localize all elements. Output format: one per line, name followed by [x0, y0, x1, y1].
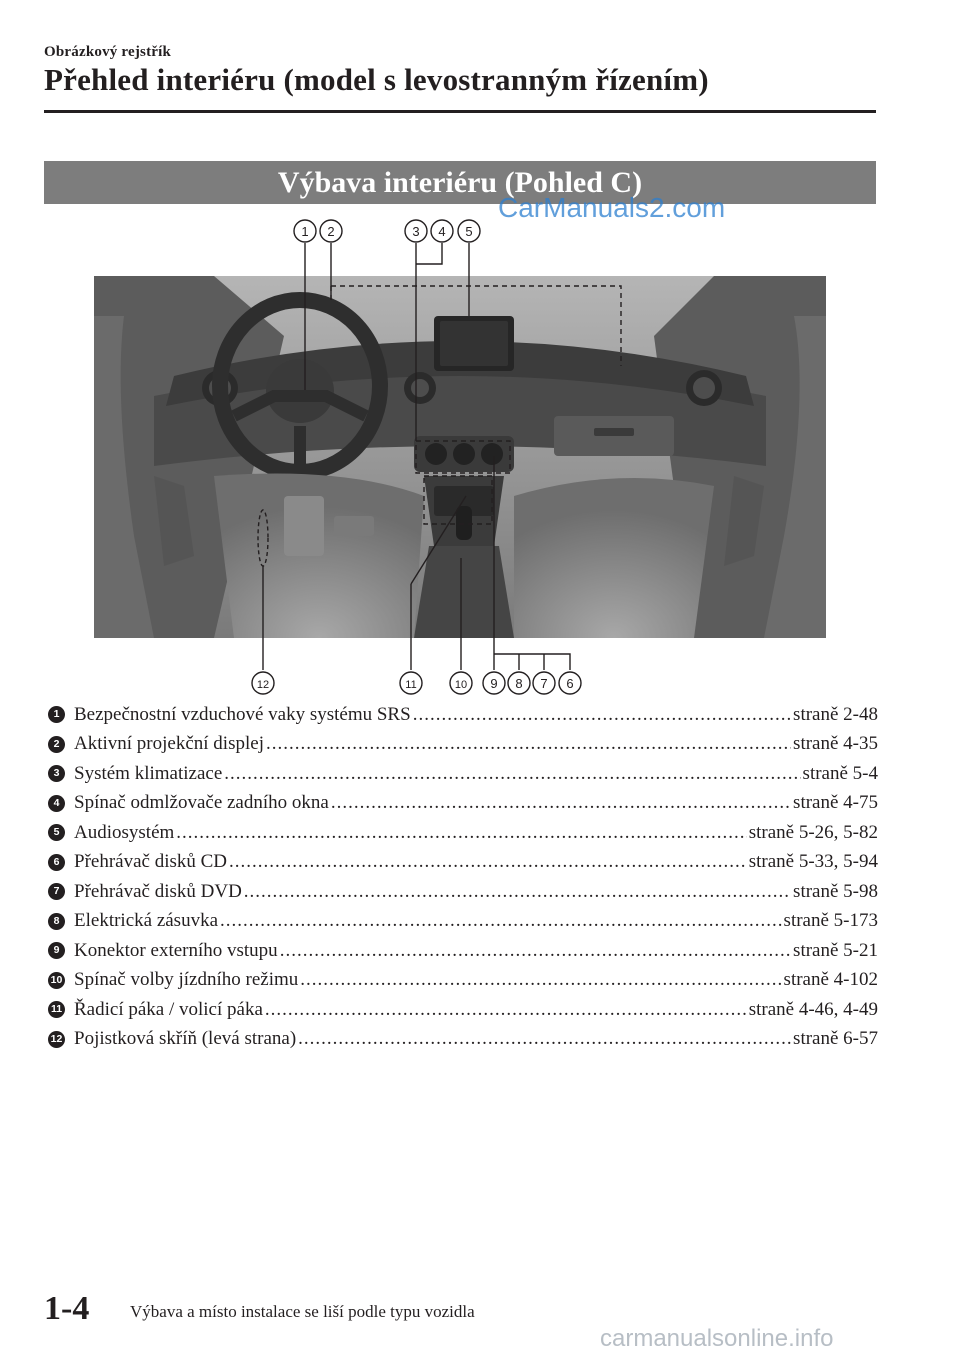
callout-marker: [252, 672, 274, 694]
callout-label: 3: [412, 224, 420, 239]
section-banner: Výbava interiéru (Pohled C): [44, 161, 876, 204]
legend-number: 2: [48, 736, 65, 753]
legend-page-ref: straně 6-57: [793, 1028, 878, 1050]
legend-page-ref: straně 5-173: [783, 910, 878, 932]
legend-number: 9: [48, 942, 65, 959]
legend-item: [48, 818, 878, 848]
dot-leader: [220, 910, 782, 932]
legend-item: [48, 936, 878, 966]
footer-note: Výbava a místo instalace se liší podle typu vozidla: [130, 1302, 475, 1321]
legend-label: Spínač odmlžovače zadního okna: [74, 792, 329, 814]
callout-label: 6: [566, 676, 574, 691]
watermark-top: CarManuals2.com: [498, 192, 726, 223]
dot-leader: [280, 940, 791, 962]
legend-page-ref: straně 4-35: [793, 733, 878, 755]
legend-item: [48, 848, 878, 878]
dot-leader: [244, 881, 791, 903]
legend-number: 7: [48, 883, 65, 900]
dot-leader: [266, 733, 791, 755]
legend-label: Řadicí páka / volicí páka: [74, 998, 263, 1020]
callout-marker: [400, 672, 422, 694]
legend-item: [48, 966, 878, 996]
legend-label: Aktivní projekční displej: [74, 733, 264, 755]
legend-list: [48, 700, 878, 1054]
callout-label: 11: [405, 679, 417, 691]
legend-label: Pojistková skříň (levá strana): [74, 1028, 297, 1050]
dot-leader: [224, 763, 800, 785]
legend-label: Audiosystém: [74, 821, 175, 843]
callout-label: 9: [490, 676, 498, 691]
legend-number: 10: [48, 972, 65, 989]
legend-number: 6: [48, 854, 65, 871]
callout-label: 4: [438, 224, 446, 239]
legend-number: 3: [48, 765, 65, 782]
section-label: Obrázkový rejstřík: [44, 44, 172, 60]
callout-label: 1: [301, 224, 309, 239]
legend-page-ref: straně 5-21: [793, 939, 878, 961]
dot-leader: [298, 1028, 791, 1050]
callout-overlay: [94, 216, 826, 700]
legend-label: Elektrická zásuvka: [74, 910, 219, 932]
legend-label: Spínač volby jízdního režimu: [74, 969, 299, 991]
callout-marker: [483, 672, 505, 694]
legend-page-ref: straně 4-102: [783, 969, 878, 991]
dot-leader: [265, 999, 747, 1021]
dot-leader: [300, 969, 781, 991]
callout-marker: [508, 672, 530, 694]
legend-page-ref: straně 5-4: [802, 762, 878, 784]
legend-label: Konektor externího vstupu: [74, 939, 278, 961]
callout-marker: [294, 220, 316, 242]
legend-label: Systém klimatizace: [74, 762, 223, 784]
legend-label: Přehrávač disků DVD: [74, 880, 242, 902]
page-number: 1-4: [44, 1290, 90, 1327]
legend-label: Bezpečnostní vzduchové vaky systému SRS: [74, 703, 411, 725]
callout-marker: [533, 672, 555, 694]
legend-item: [48, 1025, 878, 1055]
legend-item: [48, 700, 878, 730]
callout-marker: [320, 220, 342, 242]
legend-number: 4: [48, 795, 65, 812]
callout-label: 2: [327, 224, 335, 239]
legend-page-ref: straně 5-98: [793, 880, 878, 902]
legend-item: [48, 759, 878, 789]
legend-item: [48, 789, 878, 819]
callout-label: 12: [256, 679, 270, 691]
legend-number: 8: [48, 913, 65, 930]
legend-number: 1: [48, 706, 65, 723]
legend-item: [48, 877, 878, 907]
callout-marker: [458, 220, 480, 242]
legend-label: Přehrávač disků CD: [74, 851, 228, 873]
legend-item: [48, 907, 878, 937]
callout-label: 8: [515, 676, 523, 691]
dot-leader: [229, 851, 747, 873]
dot-leader: [176, 822, 746, 844]
legend-number: 5: [48, 824, 65, 841]
watermark-bottom: carmanualsonline.info: [600, 1325, 834, 1352]
legend-page-ref: straně 4-46, 4-49: [748, 998, 878, 1020]
legend-page-ref: straně 5-26, 5-82: [748, 821, 878, 843]
callout-marker: [405, 220, 427, 242]
callout-label: 7: [540, 676, 548, 691]
legend-number: 12: [48, 1031, 65, 1048]
legend-item: [48, 730, 878, 760]
legend-number: 11: [48, 1001, 65, 1018]
legend-page-ref: straně 4-75: [793, 792, 878, 814]
legend-page-ref: straně 5-33, 5-94: [748, 851, 878, 873]
callout-label: 10: [454, 679, 468, 691]
callout-label: 5: [465, 224, 473, 239]
title-rule: [44, 110, 876, 113]
dot-leader: [413, 704, 791, 726]
callout-marker: [450, 672, 472, 694]
legend-item: [48, 995, 878, 1025]
callout-marker: [559, 672, 581, 694]
callout-marker: [431, 220, 453, 242]
page-title: Přehled interiéru (model s levostranným řízením): [44, 62, 709, 97]
legend-page-ref: straně 2-48: [793, 703, 878, 725]
dot-leader: [331, 792, 791, 814]
